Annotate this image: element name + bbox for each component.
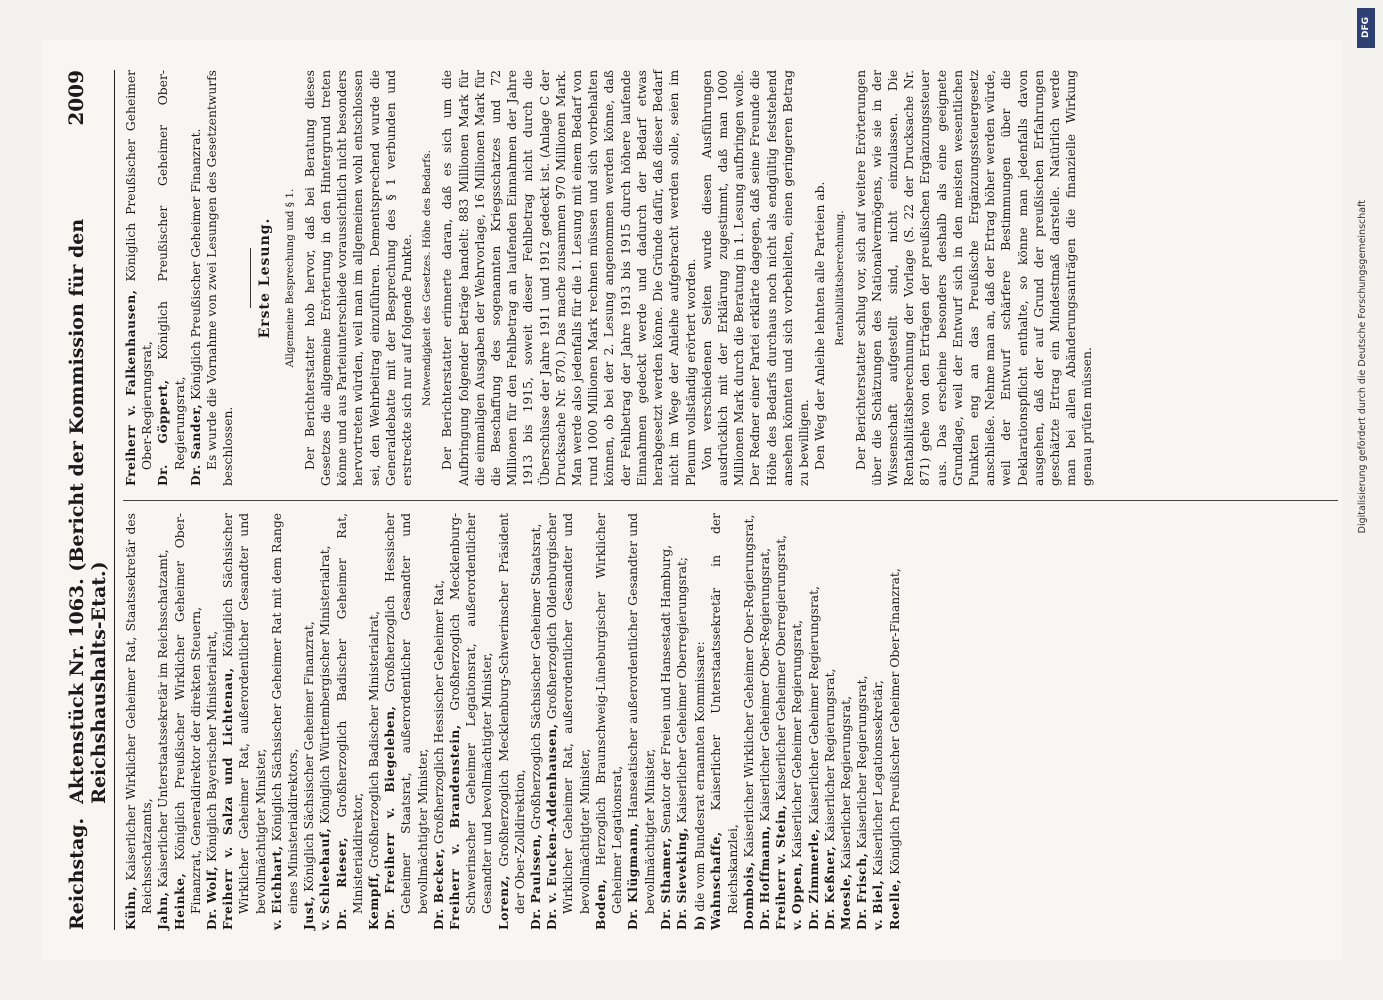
commissioner-name: v. Biel, [869, 879, 885, 930]
commissioner-entry [870, 513, 886, 930]
commissioner-entry [708, 513, 740, 930]
commissioner-entry [333, 513, 365, 930]
commissioner-list-b [708, 513, 902, 930]
commissioner-title: Herzoglich Braunschweig-Lüneburgischer Wirklicher Geheimer Legationsrat, [593, 513, 624, 914]
commissioner-title: Großherzoglich Hessischer Geheimer Staatsrat, außerordentlicher Gesandter und bevollmächtigter Minister, [382, 513, 430, 914]
commissioner-name: Jahn, [154, 891, 170, 930]
commissioner-entry [495, 513, 527, 930]
subheading-bedarf: Notwendigkeit des Gesetzes. Höhe des Bedarfs. [420, 150, 433, 406]
commissioner-entry [317, 513, 333, 930]
commissioner-title: Kaiserlicher Geheimer Regierungsrat, [789, 619, 804, 859]
commissioner-name: Dr. Becker, [430, 848, 446, 930]
commissioner-title: Großherzoglich Oldenburgischer Wirklicher Geheimer Rat, außerordentlicher Gesandter und bevollmächtigter Minister, [544, 513, 592, 914]
commissioner-name: Dr. v. Eucken-Addenhausen, [543, 723, 559, 930]
commissioner-name: Boden, [592, 878, 608, 930]
commissioner-name: Freiherr v. Stein, [772, 804, 788, 930]
commissioner-title: Königlich Preußischer Wirklicher Geheimer Ober-Finanzrat, Generaldirektor der direkten Steuern, [172, 513, 203, 914]
commissioner-title: Königlich Preußischer Geheimer Finanzrat. [188, 128, 203, 400]
commissioner-entry [171, 513, 203, 930]
document-page [42, 40, 1342, 960]
section-b-text: die vom Bundesrat ernannten Kommissare: [692, 641, 707, 912]
commissioner-name: Dr. Klügmann, [624, 822, 640, 930]
paragraph-1: Der Berichterstatter hob hervor, daß bei Beratung dieses Gesetzes die allgemeine Erörterung in den Hintergrund treten könne und aus Parteiunterschiede voraussichtlich nicht besonders hervortreten würden, weil man im allgemeinen wohl entschlossen sei, den Wehrbeitrag einzuführen. Dementsprechend wurde die Generaldebatte mit der Besprechung des § 1 verbunden und erstreckte sich nur auf folgende Punkte. [302, 70, 414, 486]
commissioner-name: Dr. Rieser, [333, 837, 349, 930]
commissioner-name: Dr. Wolf, [203, 865, 219, 930]
commissioner-title: Großherzoglich Sächsischer Geheimer Staatsrat, [528, 523, 543, 830]
commissioner-title: Hanseatischer außerordentlicher Gesandter und bevollmächtigter Minister, [625, 513, 656, 914]
commissioner-name: Dr. Göppert, [154, 379, 170, 486]
commissioner-entry [657, 513, 673, 930]
commissioner-entry [447, 513, 496, 930]
commissioner-title: Kaiserlicher Geheimer Oberregierungsrat; [674, 556, 689, 824]
commissioner-title: Kaiserlicher Wirklicher Geheimer Ober-Regierungsrat, [741, 514, 756, 858]
commissioner-name: Freiherr v. Falkenhausen, [122, 289, 138, 486]
commissioner-entry [220, 513, 269, 930]
commissioner-name: Kühn, [122, 885, 138, 930]
commissioner-name: Dombois, [740, 861, 756, 930]
commissioner-title: Großherzoglich Badischer Ministerialrat, [366, 611, 381, 869]
commissioner-title: Großherzoglich Mecklenburg-Schwerinscher Geheimer Legationsrat, außerordentlicher Gesandter und bevollmächtigter Minister, [447, 513, 494, 914]
commissioner-title: Königlich Sächsischer Geheimer Rat mit dem Range eines Ministerialdirektors, [269, 513, 300, 914]
closing-note: Es wurde die Vornahme von zwei Lesungen des Gesetzentwurfs beschlossen. [204, 70, 235, 486]
commissioner-entry [805, 513, 821, 930]
commissioner-entry [625, 513, 657, 930]
section-b-label: b) [691, 915, 707, 930]
commissioner-name: Freiherr v. Salza und Lichtenau, [219, 667, 235, 930]
commissioner-name: Dr. Keßner, [821, 845, 837, 930]
dfg-logo: DFG [1357, 8, 1375, 48]
commissioner-title: Großherzoglich Hessischer Geheimer Rat, [431, 579, 446, 845]
paragraph-4: Den Weg der Anleihe lehnten alle Parteien ab. [812, 181, 827, 470]
commissioner-title: Königlich Bayerischer Ministerialrat, [204, 630, 219, 863]
commissioner-entry [155, 513, 171, 930]
page-header [64, 70, 115, 930]
two-column-body [123, 70, 1338, 930]
commissioner-name: v. Oppen, [788, 862, 804, 930]
commissioner-name: Dr. Hoffmann, [756, 825, 772, 930]
commissioner-title: Königlich Württembergischer Ministerialrat, [317, 545, 332, 824]
commissioner-name: Dr. Sthamer, [657, 837, 673, 930]
commissioner-entry [837, 513, 853, 930]
commissioner-title: Kaiserlicher Geheimer Oberregierungsrat, [773, 534, 788, 801]
commissioner-title: Königlich Sächsischer Wirklicher Geheimer Rat, außerordentlicher Gesandter und bevollmächtigter Minister, [220, 513, 268, 914]
commissioner-entry [789, 513, 805, 930]
commissioner-name: Wahnschaffe, [707, 831, 723, 930]
commissioner-title: Kaiserlicher Regierungsrat, [838, 696, 853, 870]
commissioner-name: Lorenz, [495, 875, 511, 930]
digitization-note: Digitalisierung gefördert durch die Deutsche Forschungsgemeinschaft [1357, 200, 1368, 534]
commissioner-entry [528, 513, 544, 930]
commissioner-entry [673, 513, 689, 930]
commissioner-name: v. Schleehauf, [316, 827, 332, 930]
commissioner-name: Heinke, [171, 872, 187, 930]
commissioner-title: Königlich Sächsischer Geheimer Finanzrat, [301, 621, 316, 892]
commissioner-title: Großherzoglich Badischer Geheimer Rat, Ministerialdirektor, [334, 513, 365, 914]
commissioner-title: Königlich Preußischer Geheimer Ober-Finanzrat, [887, 568, 902, 875]
commissioner-entry [366, 513, 382, 930]
commissioner-title: Kaiserlicher Geheimer Ober-Regierungsrat, [757, 548, 772, 822]
commissioner-entry [204, 513, 220, 930]
paragraph-2: Der Berichterstatter erinnerte daran, daß es sich um die Aufbringung folgender Beträge handelt: 883 Millionen Mark für die einmaligen Ausgaben der Wehrvorlage, 16 Millionen Mark für die Beschaffung des sogenannten Kriegsschatzes und 72 Millionen für den Fehlbetrag an laufenden Einnahmen der Jahre 1913 bis 1915, soweit dieser Fehlbetrag nicht durch die Überschüsse der Jahre 1911 und 1912 gedeckt ist. (Anlage C der Drucksache Nr. 870.) Das mache zusammen 970 Millionen Mark. Man werde also jedenfalls für die 1. Lesung mit einem Bedarf von rund 1000 Millionen Mark rechnen müssen und sich vorbehalten können, ob bei der 2. Lesung angenommen werden könne, daß der Fehlbetrag der Jahre 1913 bis 1915 durch höhere laufende Einnahmen gedeckt werde und dadurch der Bedarf etwas herabgesetzt werden könne. Die Gründe dafür, daß dieser Bedarf nicht im Wege der Anleihe aufgebracht werden solle, seien im Plenum vollständig erörtert worden. [439, 70, 697, 486]
subheading-rentabilitaet: Rentabilitätsberechnung. [833, 210, 846, 346]
right-column [123, 70, 1338, 500]
commissioner-entry [430, 513, 446, 930]
commissioner-entry [544, 513, 593, 930]
commissioner-entry [268, 513, 300, 930]
commissioner-title: Kaiserlicher Regierungsrat, [822, 668, 837, 842]
commissioner-name: Kempff, [365, 872, 381, 930]
commissioner-name: Dr. Freiherr v. Biegeleben, [381, 705, 397, 930]
section-divider [250, 248, 251, 308]
section-b-heading [692, 513, 708, 930]
commissioner-name: Moesle, [837, 873, 853, 930]
header-reichstag: Reichstag. [65, 817, 88, 930]
commissioner-entry [301, 513, 317, 930]
commissioner-title: Kaiserlicher Wirklicher Geheimer Rat, Staatssekretär des Reichsschatzamts, [123, 513, 154, 914]
commissioner-name: Dr. Sander, [187, 403, 203, 486]
paragraph-3: Von verschiedenen Seiten wurde diesen Ausführungen ausdrücklich mit der Erklärung zugestimmt, daß man 1000 Millionen Mark durch die Beratung in 1. Lesung aufbringen wolle. Der Redner einer Partei erklärte dagegen, daß seine Freunde die Höhe des Bedarfs durchaus noch nicht als endgültig feststehend ansehen könnten und sich vorbehielten, einen geringeren Betrag zu bewilligen. [699, 70, 811, 486]
header-title: Aktenstück Nr. 1063. (Bericht der Kommission für den Reichshaushalts-Etat.) [65, 218, 110, 804]
commissioner-title: Kaiserlicher Legationssekretär, [870, 680, 885, 876]
commissioner-name: Roelle, [886, 878, 902, 930]
commissioner-title: Großherzoglich Mecklenburg-Schwerinscher Präsident der Ober-Zolldirektion, [496, 513, 527, 914]
commissioner-name: Dr. Sieveking, [673, 827, 689, 930]
commissioner-name: Dr. Paulssen, [527, 833, 543, 930]
commissioner-title: Königlich Preußischer Geheimer Ober-Regierungsrat, [155, 70, 187, 470]
left-column [123, 500, 1338, 930]
commissioner-entry [123, 513, 155, 930]
commissioner-entry [155, 70, 187, 486]
commissioner-name: v. Eichhart, [268, 845, 284, 930]
commissioner-title: Kaiserlicher Geheimer Regierungsrat, [806, 586, 821, 825]
commissioner-title: Kaiserlicher Unterstaatssekretär in der Reichskanzlei, [708, 513, 740, 914]
commissioner-name: Dr. Frisch, [853, 852, 869, 930]
heading-erste-lesung: Erste Lesung. [256, 217, 273, 339]
commissioner-entry [187, 70, 203, 486]
subheading-allgemeine: Allgemeine Besprechung und § 1. [283, 188, 296, 368]
commissioner-name: Dr. Zimmerle, [805, 828, 821, 930]
paragraph-5: Der Berichterstatter schlug vor, sich auf weitere Erörterungen über die Schätzungen des Nationalvermögens, wie sie in der Wissenschaft aufgestellt sind, nicht einzulassen. Die Rentabilitätsberechnung der Vorlage (S. 22 der Drucksache Nr. 871) gehe von den Erträgen der preußischen Ergänzungssteuer aus. Das erscheine besonders deshalb als eine geeignete Grundlage, weil der Entwurf sich in den meisten wesentlichen Punkten eng an das Preußische Ergänzungssteuergesetz anschließe. Nehme man an, daß der Ertrag höher werden würde, weil der Entwurf schärfere Bestimmungen über die Deklarationspflicht enthalte, so könne man jedenfalls davon ausgehen, daß der auf Grund der preußischen Erfahrungen geschätzte Ertrag ein Mindestmaß darstelle. Natürlich werde man bei allen Abänderungsanträgen die finanzielle Wirkung genau prüfen müssen. [853, 70, 1094, 486]
commissioner-entry [756, 513, 772, 930]
page-number: 2009 [63, 70, 88, 126]
commissioner-name: Just, [300, 895, 316, 930]
commissioner-entry [382, 513, 431, 930]
commissioner-entry [592, 513, 624, 930]
commissioner-entry [886, 513, 902, 930]
commissioner-entry [123, 70, 155, 486]
commissioner-title: Kaiserlicher Unterstaatssekretär im Reichsschatzamt, [155, 549, 170, 888]
commissioner-entry [854, 513, 870, 930]
commissioner-entry [773, 513, 789, 930]
commissioner-entry [740, 513, 756, 930]
commissioner-title: Kaiserlicher Regierungsrat, [854, 675, 869, 849]
commissioner-entry [821, 513, 837, 930]
commissioner-list-right [123, 70, 204, 486]
commissioner-list-a [123, 513, 690, 930]
commissioner-title: Senator der Freien und Hansestadt Hamburg, [658, 544, 673, 834]
commissioner-title: Königlich Preußischer Geheimer Ober-Regierungsrat, [123, 70, 154, 470]
commissioner-name: Freiherr v. Brandenstein, [446, 724, 462, 930]
